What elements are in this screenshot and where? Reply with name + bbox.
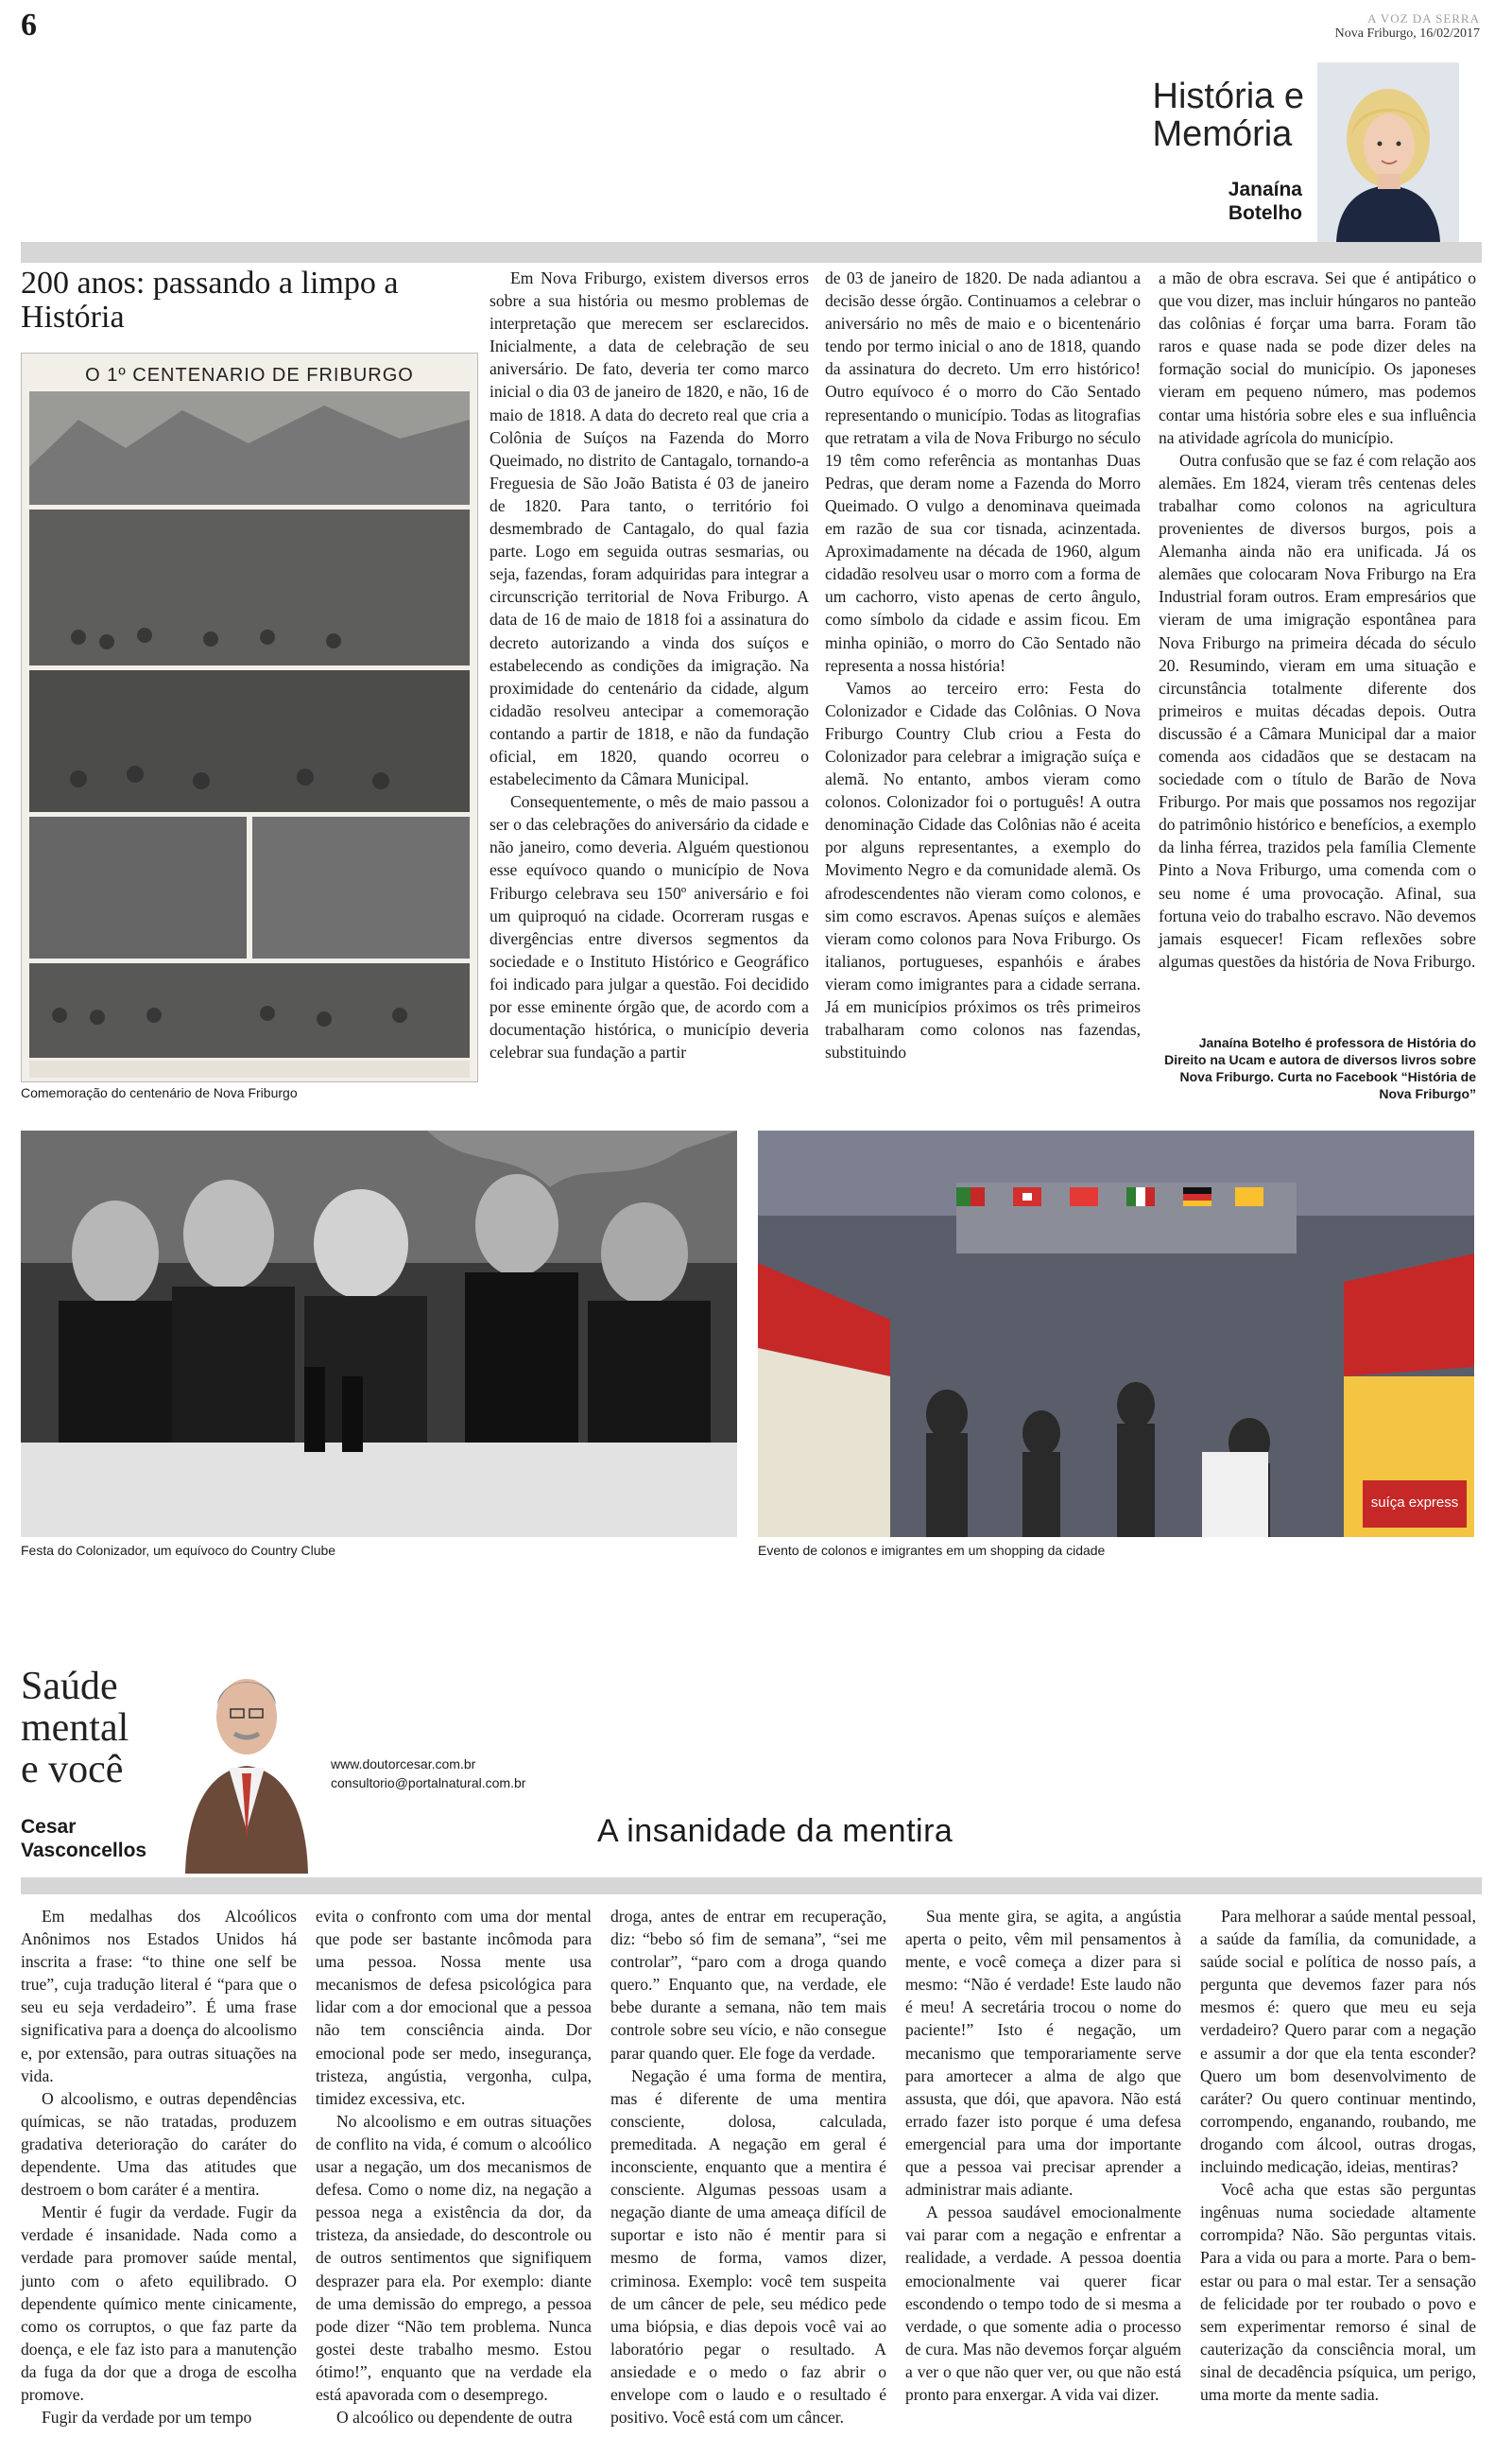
health-author-last: Vasconcellos bbox=[21, 1840, 147, 1861]
article-column-2 bbox=[825, 267, 1141, 1063]
health-title-line3: e você bbox=[21, 1748, 124, 1791]
health-author-first: Cesar bbox=[21, 1816, 77, 1838]
columnist-portrait bbox=[180, 1650, 314, 1874]
health-column-title bbox=[21, 1666, 129, 1790]
section-divider-top bbox=[21, 242, 1482, 263]
article2-column-2 bbox=[316, 1905, 592, 2428]
shopping-event-photo bbox=[758, 1131, 1474, 1537]
article-paragraph: Outra confusão que se faz é com relação aos alemães. Em 1824, vieram três centenas deles trabalhar como colonos na agricultura provenientes de diversos burgos, pois a Alemanha ainda não era unificada. Já os alemães que colocaram Nova Friburgo na Era Industrial foram outros. Eram empresários que vieram de uma imigração espontânea para Nova Friburgo na primeira década do século 20. Resumindo, vieram em uma situação e circunstância totalmente diferente dos primeiros e muitas décadas depois. Outra discussão é a Câmara Municipal dar a maior comenda aos cidadãos que se destacam na sociedade com o título de Barão de Nova Friburgo. Por mais que possamos nos regozijar do patrimônio histórico e benefícios, a exemplo da linha férrea, trazidos pela família Clemente Pinto a Nova Friburgo, uma comenda com o seu nome é uma provocação. Afinal, sua fortuna veio do trabalho escravo. Não devemos jamais esquecer! Ficam reflexões sobre algumas questões da história de Nova Friburgo. bbox=[1159, 450, 1476, 971]
article2-column-5 bbox=[1200, 1905, 1476, 2406]
author-bio: Janaína Botelho é professora de História do Direito na Ucam e autora de diversos livros sobre Nova Friburgo. Curta no Facebook “História de Nova Friburgo” bbox=[1164, 1035, 1476, 1101]
article2-column-3 bbox=[610, 1905, 886, 2428]
article-paragraph: de 03 de janeiro de 1820. De nada adiantou a decisão desse órgão. Continuamos a celebrar o aniversário no mês de maio e o bicentenário tendo por termo inicial o ano de 1818, quando da assinatura do decreto. Um erro histórico! Outro equívoco é o morro do Cão Sentado representando o município. Todas as litografias que retratam a vila de Nova Friburgo no século 19 têm como referência as montanhas Duas Pedras, que deram nome a Fazenda do Morro Queimado. O vulgo a denominava queimada em razão de sua cor tisnada, acinzentada. Aproximadamente na década de 1960, algum cidadão resolveu usar o morro com a forma de um cachorro, visto apenas de certo ângulo, como símbolo da cidade e assim ficou. Em minha opinião, o morro do Cão Sentado não representa a nossa história! bbox=[825, 268, 1141, 675]
author-portrait bbox=[1317, 62, 1459, 242]
article2-paragraph: O alcoolismo, e outras dependências químicas, se não tratadas, produzem gradativa deterioração do caráter do dependente. Uma das atitudes que destroem o bom caráter é a mentira. bbox=[21, 2088, 297, 2200]
article2-paragraph: droga, antes de entrar em recuperação, diz: “bebo só fim de semana”, “sei me controlar”, “paro com a droga quando quero.” Enquanto que, na verdade, ele bebe durante a semana, não tem mais controle sobre seu vício, e não consegue parar quando quer. Ele foge da verdade. bbox=[610, 1907, 886, 2063]
history-column-title-line2: Memória bbox=[1152, 114, 1293, 154]
centenary-collage-photo bbox=[22, 354, 477, 1081]
article2-column-1 bbox=[21, 1905, 297, 2428]
edition-date: Nova Friburgo, 16/02/2017 bbox=[1334, 26, 1480, 41]
masthead bbox=[1335, 11, 1480, 42]
article-paragraph: a mão de obra escrava. Sei que é antipático o que vou dizer, mas incluir húngaros no panteão das colônias é forçar uma barra. Foram tão raros e quase nada se pode dizer deles na formação social do município. Os japoneses vieram em pequeno número, mas podemos contar uma história sobre eles e sua influência na atividade agrícola do município. bbox=[1159, 268, 1476, 447]
article2-paragraph: A pessoa saudável emocionalmente vai parar com a negação e enfrentar a realidade, a verdade. A pessoa doentia emocionalmente vai querer ficar escondendo o tempo todo de si mesma a verdade, o que somente adia o processo de cura. Mas não devemos forçar alguém a ver o que não quer ver, ou que não está pronto para enxergar. A vida vai dizer. bbox=[905, 2203, 1181, 2404]
article-column-1 bbox=[490, 267, 809, 1063]
page-number: 6 bbox=[21, 8, 37, 43]
centenary-collage-image bbox=[21, 353, 478, 1082]
article-headline: 200 anos: passando a limpo a História bbox=[21, 266, 399, 335]
health-title-line2: mental bbox=[21, 1706, 129, 1750]
history-column-author bbox=[1228, 178, 1302, 225]
history-column-title-line1: História e bbox=[1152, 77, 1304, 116]
columnist-email-link[interactable]: consultorio@portalnatural.com.br bbox=[331, 1775, 526, 1790]
article-paragraph: Em Nova Friburgo, existem diversos erros sobre a sua história ou mesmo problemas de interpretação que merecem ser esclarecidos. Inicialmente, a data de celebração de seu aniversário. De fato, deveria ter como marco inicial o dia 03 de janeiro de 1820, e não, 16 de maio de 1818. A data do decreto real que cria a Colônia de Suíços na Fazenda do Morro Queimado, no distrito de Cantagalo, tornando-a Freguesia de São João Batista é 03 de janeiro de 1820. Para tanto, o território foi desmembrado de Cantagalo, do qual fazia parte. Logo em seguida outras sesmarias, ou seja, fazendas, foram adquiridas para integrar a circunscrição territorial de Nova Friburgo. A data de 16 de maio de 1818 foi a assinatura do decreto autorizando a vinda dos suíços e estabelecendo as condições da imigração. Na proximidade do centenário da cidade, algum cidadão resolveu antecipar a comemoração contando a partir de 1818, e não da fundação oficial, em 1820, quando ocorreu o estabelecimento da Câmara Municipal. bbox=[490, 268, 809, 789]
article-paragraph: Vamos ao terceiro erro: Festa do Colonizador e Cidade das Colônias. O Nova Friburgo Country Club criou a Festa do Colonizador para celebrar a imigração suíça e alemã. No entanto, ambos vieram como colonos. Colonizador foi o português! A outra denominação Cidade das Colônias não é aceita por alguns representantes, a exemplo do Movimento Negro e da comunidade alemã. Os afrodescendentes não vieram como colonos, e sim como escravos. Apenas suíços e alemães vieram como colonos para Nova Friburgo. Os italianos, portugueses, espanhóis e árabes vieram como imigrantes para a cidade serrana. Já em municípios próximos os três primeiros trabalharam como colonos nas fazendas, substituindo bbox=[825, 678, 1141, 1063]
photo-caption: Evento de colonos e imigrantes em um shopping da cidade bbox=[758, 1543, 1106, 1558]
article2-paragraph: Fugir da verdade por um tempo bbox=[42, 2408, 252, 2428]
shopping-event-image bbox=[758, 1131, 1474, 1537]
article2-paragraph: Você acha que estas são perguntas ingênuas numa sociedade altamente corrompida? Não. São perguntas vitais. Para a vida ou para a morte. Para o bem-estar ou para o mal estar. Ter a sensação de felicidade por ter roubado o povo e sem experimentar remorso é sinal de cauterização da consciência moral, um sinal de decadência psíquica, um perigo, uma morte da mente sadia. bbox=[1200, 2180, 1476, 2404]
colonizer-party-image bbox=[21, 1131, 737, 1537]
columnist-portrait-photo bbox=[180, 1650, 314, 1874]
article2-paragraph: Em medalhas dos Alcoólicos Anônimos nos Estados Unidos há inscrita a frase: “to thine one self be true”, cuja tradução literal é “para que o seu eu seja verdadeiro”. É uma frase significativa para a doença do alcoolismo e, por extensão, para outras situações na vida. bbox=[21, 1907, 297, 2085]
article2-headline: A insanidade da mentira bbox=[597, 1813, 954, 1849]
article2-paragraph: Mentir é fugir da verdade. Fugir da verdade é insanidade. Nada como a verdade para promover saúde mental, junto com o afeto equilibrado. O dependente químico mente cinicamente, como os corruptos, o que faz parte da doença, e ele faz isto para a manutenção da fuga da dor que a droga de escolha promove. bbox=[21, 2203, 297, 2404]
article2-paragraph: Negação é uma forma de mentira, mas é diferente de uma mentira consciente, dolosa, calculada, premeditada. A negação em geral é inconsciente, enquanto que a mentira é consciente. Algumas pessoas usam a negação diante de uma ameaça difícil de suportar e isto não é mentir para si mesmo de forma, vamos dizer, criminosa. Exemplo: você tem suspeita de um câncer de pele, seu médico pede uma biópsia, e dias depois você vai ao laboratório pegar o resultado. A ansiedade e o medo o faz abrir o envelope com o laudo e o resultado é positivo. Você está com um câncer. bbox=[610, 2065, 886, 2428]
collage-title: O 1º CENTENARIO DE FRIBURGO bbox=[85, 365, 414, 386]
article2-column-4 bbox=[905, 1905, 1181, 2406]
article2-paragraph: Para melhorar a saúde mental pessoal, a saúde da família, da comunidade, a saúde social e política de nosso país, a pergunta que devemos fazer para nós mesmos é: quero que meu eu seja verdadeiro? Quero parar com a negação e assumir a dor que ela tenta esconder? Quero um bom desenvolvimento de caráter? Ou quero continuar mentindo, corrompendo, enganando, roubando, me drogando com álcool, outras drogas, incluindo medicação, ideias, mentiras? bbox=[1200, 1907, 1476, 2177]
history-author-first: Janaína bbox=[1228, 179, 1302, 200]
health-title-line1: Saúde bbox=[21, 1665, 118, 1708]
article2-paragraph: O alcoólico ou dependente de outra bbox=[336, 2408, 573, 2428]
article2-paragraph: Sua mente gira, se agita, a angústia aperta o peito, vêm mil pensamentos à mente, e você começa a dizer para si mesmo: “Não é verdade! Este laudo não é meu! A secretária trocou o nome do paciente!” Isto é negação, um mecanismo que temporariamente serve para amortecer a alma de algo que assusta, que dói, que apavora. Não está errado fazer isto porque é uma defesa emergencial para uma dor importante que a pessoa vai precisar aprender a administrar mais adiante. bbox=[905, 1907, 1181, 2200]
columnist-website-link[interactable]: www.doutorcesar.com.br bbox=[331, 1756, 476, 1771]
publication-name: A VOZ DA SERRA bbox=[1367, 11, 1480, 26]
article2-paragraph: No alcoolismo e em outras situações de conflito na vida, é comum o alcoólico usar a negação, um dos mecanismos de defesa. Como o nome diz, na negação a pessoa nega a existência da dor, da tristeza, da ansiedade, do descontrole ou de outros sentimentos que signifiquem desprazer para ela. Por exemplo: diante de uma demissão do emprego, a pessoa pode dizer “Não tem problema. Nunca gostei deste trabalho mesmo. Estou ótimo!”, enquanto que na verdade ela está apavorada com o desemprego. bbox=[316, 2111, 592, 2404]
article-column-3 bbox=[1159, 267, 1476, 973]
history-author-last: Botelho bbox=[1228, 202, 1302, 224]
article-paragraph: Consequentemente, o mês de maio passou a ser o das celebrações do aniversário da cidade e não janeiro, como deveria. Alguém questionou esse equívoco quando o município de Nova Friburgo celebrava seu 150º aniversário e foi um quiproquó na cidade. Ocorreram rusgas e divergências entre diversos segmentos da sociedade e o Instituto Histórico e Geográfico foi indicado para julgar a questão. Foi decidido por esse eminente órgão que, de acordo com a documentação histórica, o município deveria celebrar sua fundação a partir bbox=[490, 792, 809, 1063]
stand-sign: suíça express bbox=[1370, 1495, 1459, 1511]
colonizer-party-photo bbox=[21, 1131, 737, 1537]
columnist-contact bbox=[331, 1754, 525, 1792]
history-column-title bbox=[1153, 78, 1305, 153]
photo-caption: Festa do Colonizador, um equívoco do Country Clube bbox=[21, 1543, 336, 1558]
author-portrait-photo bbox=[1317, 62, 1459, 242]
health-column-author bbox=[21, 1815, 146, 1862]
article2-paragraph: evita o confronto com uma dor mental que pode ser bastante incômoda para uma pessoa. Nossa mente usa mecanismos de defesa psicológica para lidar com a dor emocional que a pessoa não tem consciência ainda. Dor emocional pode ser medo, insegurança, tristeza, angústia, vergonha, culpa, timidez excessiva, etc. bbox=[316, 1907, 592, 2108]
section-divider-bottom bbox=[21, 1877, 1482, 1894]
image-caption: Comemoração do centenário de Nova Friburgo bbox=[21, 1085, 298, 1100]
